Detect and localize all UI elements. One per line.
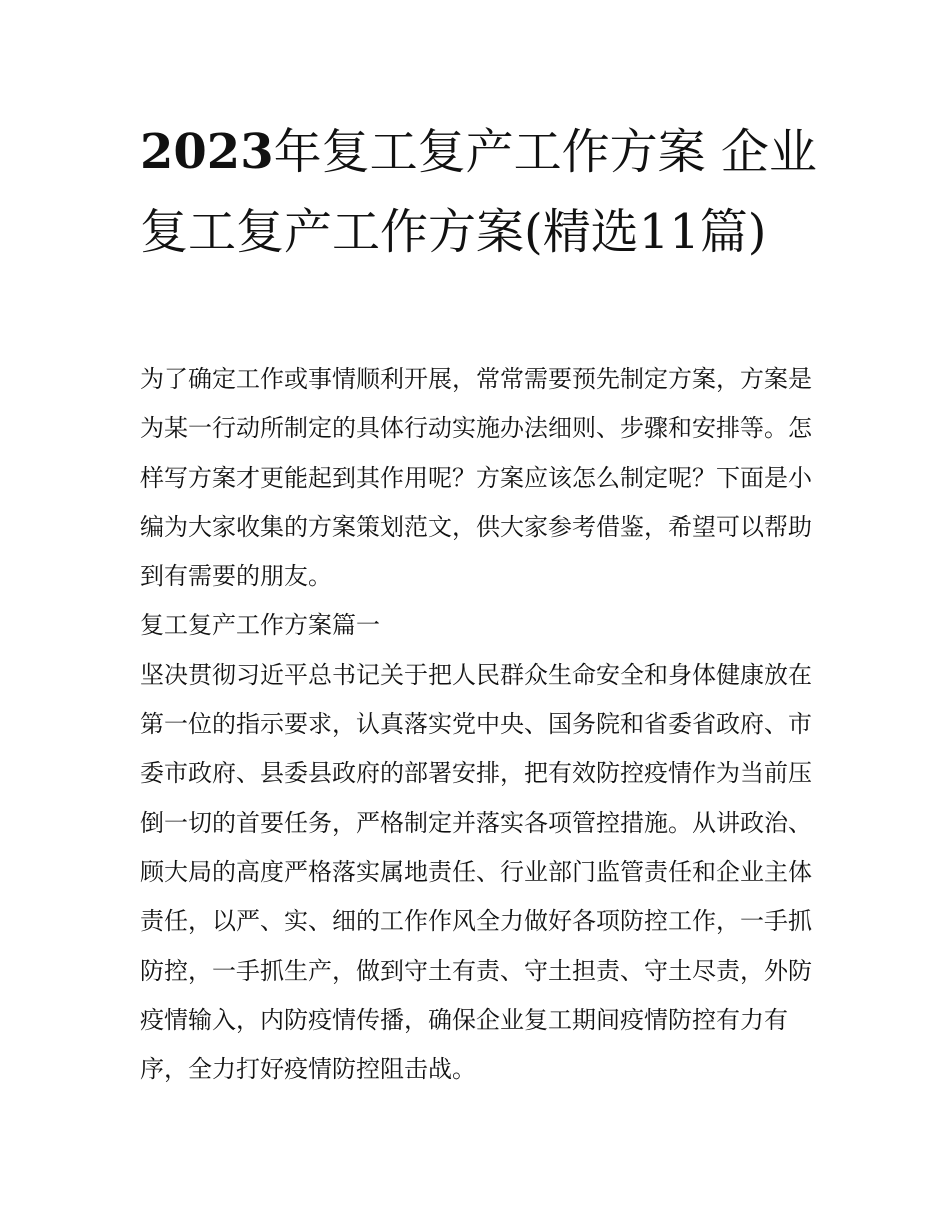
title-text: 年复工复产工作方案 企业复工复产工作方案(精选11篇)	[140, 124, 817, 260]
document-title	[140, 112, 820, 272]
intro-paragraph: 为了确定工作或事情顺利开展，常常需要预先制定方案，方案是为某一行动所制定的具体行动实施办法细则、步骤和安排等。怎样写方案才更能起到其作用呢？方案应该怎么制定呢？下面是小编为大家收集的方案策划范文，供大家参考借鉴，希望可以帮助到有需要的朋友。	[140, 365, 812, 591]
document-body	[140, 355, 820, 1094]
title-year: 2023	[140, 124, 274, 180]
section-heading: 复工复产工作方案篇一	[140, 611, 380, 640]
section-paragraph: 坚决贯彻习近平总书记关于把人民群众生命安全和身体健康放在第一位的指示要求，认真落实党中央、国务院和省委省政府、市委市政府、县委县政府的部署安排，把有效防控疫情作为当前压倒一切的首要任务，严格制定并落实各项管控措施。从讲政治、顾大局的高度严格落实属地责任、行业部门监管责任和企业主体责任，以严、实、细的工作作风全力做好各项防控工作，一手抓防控，一手抓生产，做到守土有责、守土担责、守土尽责，外防疫情输入，内防疫情传播，确保企业复工期间疫情防控有力有序，全力打好疫情防控阻击战。	[140, 660, 812, 1084]
